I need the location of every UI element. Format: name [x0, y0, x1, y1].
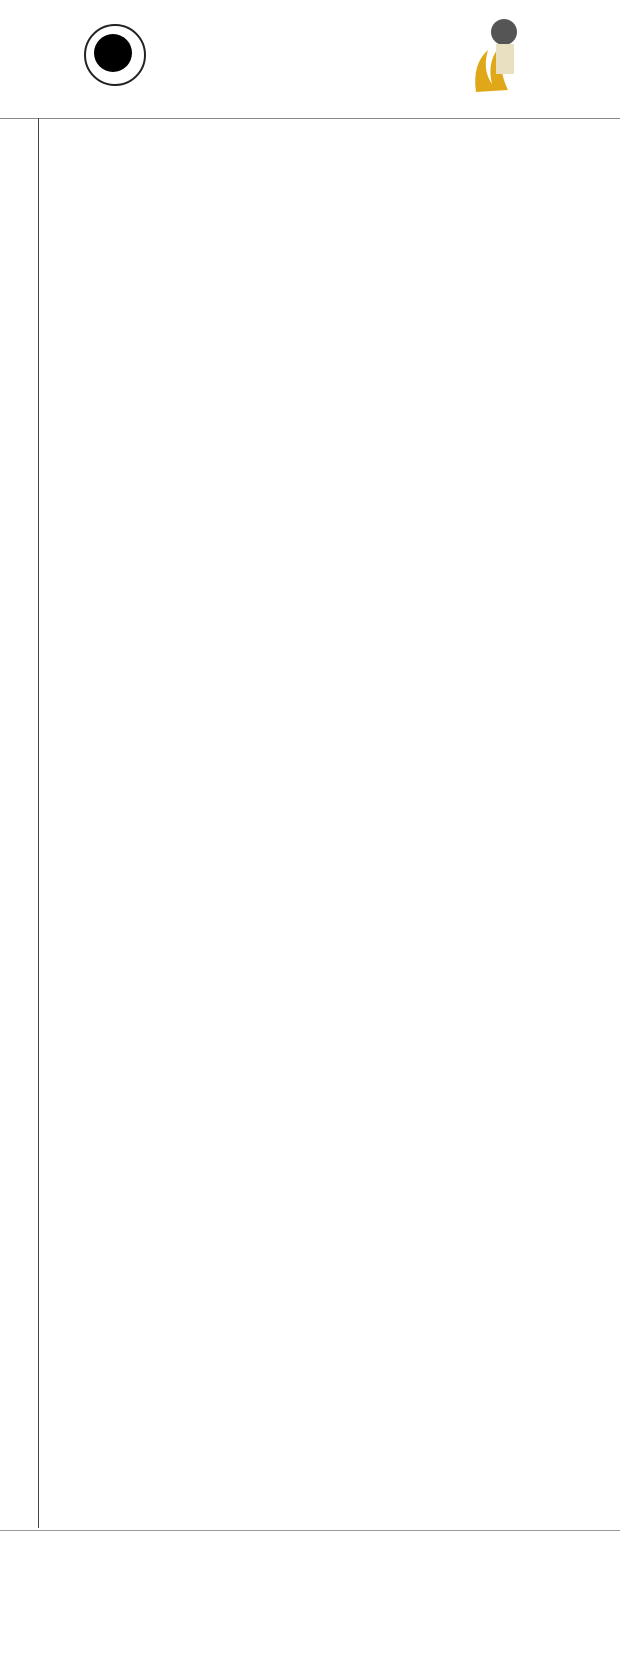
- bottom-rule: [0, 1530, 620, 1531]
- anniversary-75-icon: [468, 4, 588, 112]
- header-rule: [0, 118, 620, 119]
- column-divider: [38, 118, 39, 1528]
- masthead: [0, 0, 620, 112]
- left-column-fragments: [0, 118, 28, 1528]
- party-emblem-icon: [84, 24, 146, 86]
